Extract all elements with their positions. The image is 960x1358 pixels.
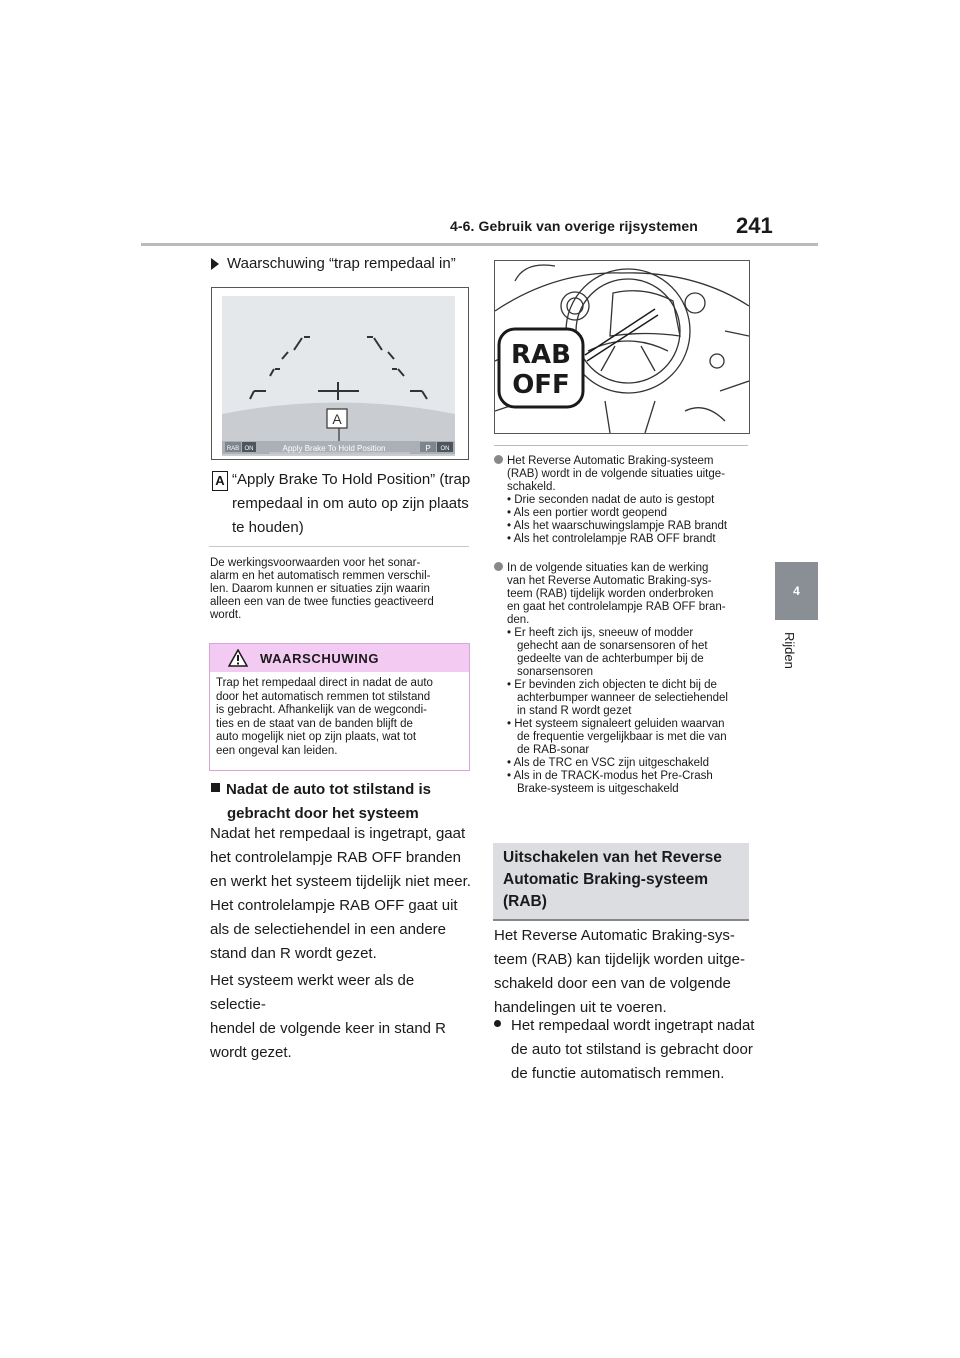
dashboard-illustration (494, 260, 750, 434)
chapter-section-title: 4-6. Gebruik van overige rijsystemen (450, 218, 698, 234)
bullet-dot-icon (494, 1020, 501, 1027)
note-text: De werkingsvoorwaarden voor het sonar- alarm en het automatisch remmen verschil- len. Daarom kunnen er situaties zijn waarin alleen een van de twee functies geactiveerd wordt. (210, 557, 434, 621)
display-screen (222, 296, 455, 456)
warning-item-heading: Waarschuwing “trap rempedaal in” (211, 252, 456, 276)
warning-triangle-icon (228, 649, 248, 667)
chapter-number: 4 (793, 584, 800, 598)
warning-title: WAARSCHUWING (260, 650, 380, 666)
display-marker-a: A (332, 411, 342, 427)
paragraph-1: Nadat het rempedaal is ingetrapt, gaat het controlelampje RAB OFF branden en werkt het systeem tijdelijk niet meer. Het controlelampje RAB OFF gaat uit als de selectiehendel in een andere stand dan R wordt gezet. (210, 825, 471, 962)
chapter-tab (775, 562, 818, 620)
deactivation-situations: Het Reverse Automatic Braking-systeem (RAB) wordt in de volgende situaties uitge- schakeld. • Drie seconden nadat de auto is gestopt • Als een portier wordt geopend • Als het waarschuwingslampje RAB brandt • Als het controlelampje RAB OFF brandt (494, 455, 756, 546)
section-header (493, 843, 749, 921)
subheading: Nadat de auto tot stilstand is gebracht door het systeem (211, 778, 471, 826)
warning-box (209, 643, 470, 771)
header-divider (141, 243, 818, 246)
callout-description: “Apply Brake To Hold Position” (trap rempedaal in om auto op zijn plaats te houden) (232, 471, 471, 536)
square-bullet-icon (211, 783, 220, 792)
chapter-label: Rijden (782, 632, 797, 669)
circle-bullet-icon (494, 455, 503, 464)
divider (494, 445, 748, 446)
rab-indicator-line2: OFF (512, 370, 570, 400)
warning-text: Trap het rempedaal direct in nadat de auto door het automatisch remmen tot stilstand is gebracht. Afhankelijk van de wegcondi- ties en de staat van de banden blijft de auto mogelijk niet op zijn plaats, wat tot een ongeval kan leiden. (216, 677, 433, 757)
display-rab-label: RAB (226, 446, 240, 452)
display-on-label: ON (244, 446, 254, 452)
display-on-label-2: ON (440, 446, 450, 452)
divider (209, 546, 469, 547)
circle-bullet-icon (494, 562, 503, 571)
paragraph-2: Het systeem werkt weer als de selectie- hendel de volgende keer in stand R wordt gezet. (210, 972, 447, 1061)
callout-marker-a: A (212, 471, 228, 491)
section-paragraph: Het Reverse Automatic Braking-sys- teem (RAB) kan tijdelijk worden uitge- schakeld door een van de volgende handelingen uit te voeren. (494, 927, 745, 1016)
parking-guide-lines (222, 296, 455, 456)
display-p-label: P (425, 444, 431, 453)
rab-indicator-line1: RAB (511, 340, 571, 370)
interruption-situations: In de volgende situaties kan de werking van het Reverse Automatic Braking-sys- teem (RAB) tijdelijk worden onderbroken en gaat het controlelampje RAB OFF bran- den. • Er heeft zich ijs, sneeuw of modder gehecht aan de sonarsensoren of het gedeelte van de achterbumper bij de sonarsensoren • Er bevinden zich objecten te dicht bij de achterbumper wanneer de selectiehendel in stand R wordt gezet • Het systeem signaleert geluiden waarvan de frequentie vergelijkbaar is met die van de RAB-sonar • Als de TRC en VSC zijn uitgeschakeld • Als in de TRACK-modus het Pre-Crash Brake-systeem is uitgeschakeld (494, 562, 756, 796)
section-title: Uitschakelen van het Reverse Automatic Braking-systeem (RAB) (503, 849, 722, 910)
triangle-bullet-icon (211, 258, 219, 270)
page-number: 241 (736, 213, 773, 238)
bullet-item: Het rempedaal wordt ingetrapt nadat de auto tot stilstand is gebracht door de functie automatisch remmen. (494, 1014, 756, 1086)
display-message: Apply Brake To Hold Position (282, 444, 386, 453)
warning-header (210, 644, 469, 672)
